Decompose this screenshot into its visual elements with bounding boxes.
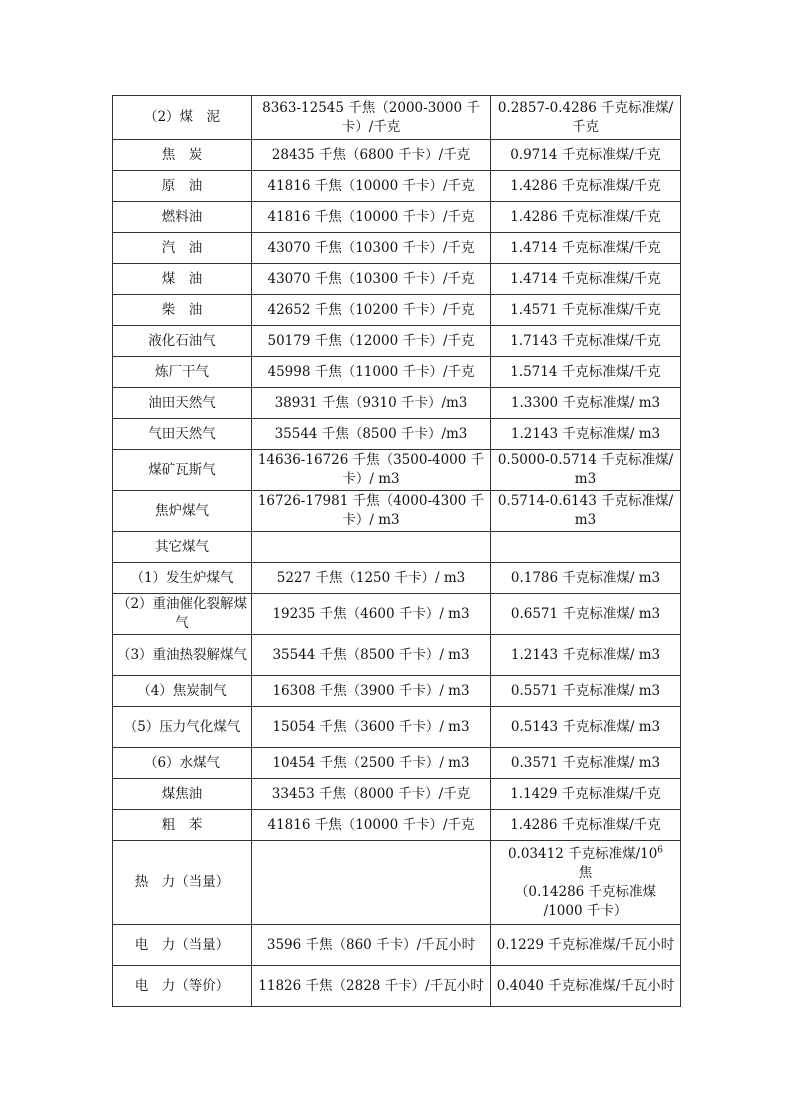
table-row xyxy=(113,635,681,676)
coal-equivalent-cell: 0.3571 千克标准煤/ m3 xyxy=(491,748,681,779)
energy-type-cell: 煤焦油 xyxy=(113,779,252,810)
calorific-value-cell: 10454 千焦（2500 千卡）/ m3 xyxy=(252,748,491,779)
calorific-value-cell: 42652 千焦（10200 千卡）/千克 xyxy=(252,295,491,326)
calorific-value-cell: 43070 千焦（10300 千卡）/千克 xyxy=(252,264,491,295)
table-row xyxy=(113,532,681,563)
calorific-value-cell: 35544 千焦（8500 千卡）/ m3 xyxy=(252,635,491,676)
coal-equivalent-cell: 1.1429 千克标准煤/千克 xyxy=(491,779,681,810)
energy-type-cell: （3）重油热裂解煤气 xyxy=(113,635,252,676)
calorific-value-cell: 15054 千焦（3600 千卡）/ m3 xyxy=(252,707,491,748)
coal-equivalent-cell: 1.4286 千克标准煤/千克 xyxy=(491,171,681,202)
energy-type-cell: 其它煤气 xyxy=(113,532,252,563)
energy-type-cell: （5）压力气化煤气 xyxy=(113,707,252,748)
energy-type-cell: 电 力（等价） xyxy=(113,966,252,1007)
coal-equivalent-cell: 1.4286 千克标准煤/千克 xyxy=(491,810,681,841)
table-row xyxy=(113,594,681,635)
calorific-value-cell xyxy=(252,532,491,563)
energy-type-cell: 油田天然气 xyxy=(113,388,252,419)
energy-type-cell: （6）水煤气 xyxy=(113,748,252,779)
energy-type-cell: 焦炉煤气 xyxy=(113,491,252,532)
energy-type-cell: 柴 油 xyxy=(113,295,252,326)
calorific-value-cell: 14636-16726 千焦（3500-4000 千卡）/ m3 xyxy=(252,450,491,491)
table-row xyxy=(113,707,681,748)
calorific-value-cell: 35544 千焦（8500 千卡）/m3 xyxy=(252,419,491,450)
table-row xyxy=(113,966,681,1007)
energy-type-cell: 煤矿瓦斯气 xyxy=(113,450,252,491)
coal-equivalent-cell: 0.1786 千克标准煤/ m3 xyxy=(491,563,681,594)
table-row xyxy=(113,140,681,171)
table-row xyxy=(113,450,681,491)
coal-equivalent-cell: 1.4714 千克标准煤/千克 xyxy=(491,264,681,295)
coal-equivalent-cell: 0.2857-0.4286 千克标准煤/千克 xyxy=(491,96,681,140)
coal-equivalent-cell: 0.4040 千克标准煤/千瓦小时 xyxy=(491,966,681,1007)
table-row xyxy=(113,96,681,140)
energy-type-cell: 炼厂干气 xyxy=(113,357,252,388)
coal-equivalent-cell: 0.5000-0.5714 千克标准煤/ m3 xyxy=(491,450,681,491)
table-row xyxy=(113,925,681,966)
calorific-value-cell: 41816 千焦（10000 千卡）/千克 xyxy=(252,171,491,202)
table-row xyxy=(113,171,681,202)
energy-type-cell: （4）焦炭制气 xyxy=(113,676,252,707)
coal-equivalent-cell: 1.2143 千克标准煤/ m3 xyxy=(491,635,681,676)
energy-type-cell: 气田天然气 xyxy=(113,419,252,450)
energy-type-cell: 电 力（当量） xyxy=(113,925,252,966)
table-row xyxy=(113,357,681,388)
coal-equivalent-cell: 1.4286 千克标准煤/千克 xyxy=(491,202,681,233)
calorific-value-cell: 11826 千焦（2828 千卡）/千瓦小时 xyxy=(252,966,491,1007)
coal-equivalent-cell: 0.1229 千克标准煤/千瓦小时 xyxy=(491,925,681,966)
coal-equivalent-cell xyxy=(491,532,681,563)
coal-equivalent-cell: 1.4714 千克标准煤/千克 xyxy=(491,233,681,264)
energy-type-cell: 煤 油 xyxy=(113,264,252,295)
calorific-value-cell: 5227 千焦（1250 千卡）/ m3 xyxy=(252,563,491,594)
calorific-value-cell: 33453 千焦（8000 千卡）/千克 xyxy=(252,779,491,810)
energy-type-cell: 液化石油气 xyxy=(113,326,252,357)
calorific-value-cell: 19235 千焦（4600 千卡）/ m3 xyxy=(252,594,491,635)
coal-equivalent-cell: 0.5571 千克标准煤/ m3 xyxy=(491,676,681,707)
table-row xyxy=(113,419,681,450)
coal-equivalent-cell: 0.5714-0.6143 千克标准煤/ m3 xyxy=(491,491,681,532)
table-row xyxy=(113,491,681,532)
coal-equivalent-cell: 1.4571 千克标准煤/千克 xyxy=(491,295,681,326)
table-row xyxy=(113,841,681,925)
table-row xyxy=(113,563,681,594)
table-row xyxy=(113,779,681,810)
energy-type-cell: （2）煤 泥 xyxy=(113,96,252,140)
coal-equivalent-cell: 1.5714 千克标准煤/千克 xyxy=(491,357,681,388)
table-row xyxy=(113,202,681,233)
energy-type-cell: （1）发生炉煤气 xyxy=(113,563,252,594)
coal-equivalent-cell: 0.6571 千克标准煤/ m3 xyxy=(491,594,681,635)
table-body xyxy=(113,96,681,1007)
table-row xyxy=(113,810,681,841)
calorific-value-cell: 50179 千焦（12000 千卡）/千克 xyxy=(252,326,491,357)
energy-type-cell: 粗 苯 xyxy=(113,810,252,841)
calorific-value-cell: 28435 千焦（6800 千卡）/千克 xyxy=(252,140,491,171)
table-row xyxy=(113,264,681,295)
coal-equivalent-cell: 0.5143 千克标准煤/ m3 xyxy=(491,707,681,748)
calorific-value-cell: 41816 千焦（10000 千卡）/千克 xyxy=(252,810,491,841)
coal-equivalent-cell: 1.7143 千克标准煤/千克 xyxy=(491,326,681,357)
calorific-value-cell: 8363-12545 千焦（2000-3000 千卡）/千克 xyxy=(252,96,491,140)
coal-equivalent-cell: 0.9714 千克标准煤/千克 xyxy=(491,140,681,171)
energy-type-cell: 热 力（当量） xyxy=(113,841,252,925)
energy-type-cell: 原 油 xyxy=(113,171,252,202)
calorific-value-cell: 41816 千焦（10000 千卡）/千克 xyxy=(252,202,491,233)
calorific-value-cell: 3596 千焦（860 千卡）/千瓦小时 xyxy=(252,925,491,966)
energy-type-cell: 焦 炭 xyxy=(113,140,252,171)
calorific-value-cell xyxy=(252,841,491,925)
energy-type-cell: （2）重油催化裂解煤气 xyxy=(113,594,252,635)
energy-type-cell: 燃料油 xyxy=(113,202,252,233)
coal-equivalent-cell: 1.2143 千克标准煤/ m3 xyxy=(491,419,681,450)
table-row xyxy=(113,388,681,419)
table-row xyxy=(113,676,681,707)
calorific-value-cell: 38931 千焦（9310 千卡）/m3 xyxy=(252,388,491,419)
table-row xyxy=(113,748,681,779)
heat-coefficient: 0.03412 千克标准煤$/10^6$ 焦 （0.14286 千克标准煤 /1000 千卡） xyxy=(507,845,664,919)
calorific-value-cell: 16726-17981 千焦（4000-4300 千卡）/ m3 xyxy=(252,491,491,532)
table-row xyxy=(113,326,681,357)
energy-conversion-table xyxy=(112,95,681,1007)
energy-type-cell: 汽 油 xyxy=(113,233,252,264)
coal-equivalent-cell: 1.3300 千克标准煤/ m3 xyxy=(491,388,681,419)
coal-equivalent-cell xyxy=(491,841,681,925)
calorific-value-cell: 43070 千焦（10300 千卡）/千克 xyxy=(252,233,491,264)
calorific-value-cell: 45998 千焦（11000 千卡）/千克 xyxy=(252,357,491,388)
table-row xyxy=(113,295,681,326)
table-row xyxy=(113,233,681,264)
calorific-value-cell: 16308 千焦（3900 千卡）/ m3 xyxy=(252,676,491,707)
